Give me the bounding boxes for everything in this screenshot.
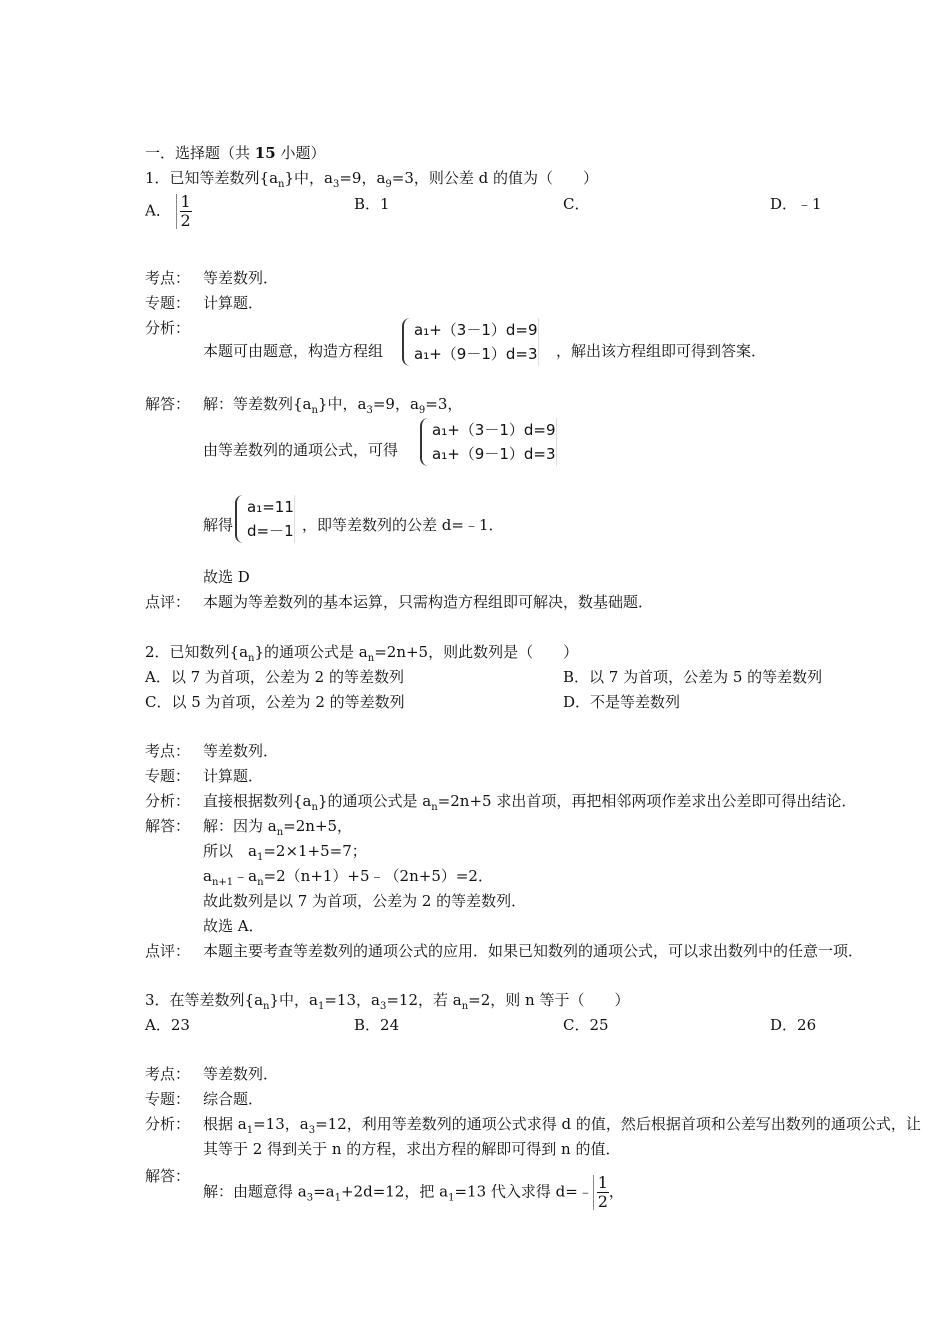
q2-jieda-line1: 解：因为 $a_n=2n+5$，: [203, 817, 353, 838]
q1-kaodian: 等差数列．: [203, 269, 279, 287]
q3-fenxi-line1: 根据 $a_1=13$，$a_3=12$，利用等差数列的通项公式求得 d 的值，然后根据首项和公差写出数列的通项公式，让: [203, 1115, 921, 1136]
q2-option-c: C．以 5 为首项，公差为 2 的等差数列: [145, 693, 405, 711]
q1-fenxi-post: ，解出该方程组即可得到答案．: [556, 342, 767, 360]
q3-option-a: A．23: [145, 1016, 190, 1034]
q1-jieda-line3: 解得: [203, 516, 234, 534]
q2-dianping-label: 点评：: [145, 942, 191, 960]
q2-fenxi-label: 分析：: [145, 792, 191, 810]
solution-system: a₁=11 d=－1: [235, 495, 295, 543]
q3-jieda-line1: 解：由题意得 $a_3=a_1+2d=12$，把 $a_1=13$ 代入求得 d=﹣ $\frac{1}{2}$ ，: [203, 1173, 624, 1211]
q2-jieda-line3: $a_{n+1}﹣a_n=2(n+1)+5﹣(2n+5)=2$．: [203, 867, 493, 888]
q2-kaodian: 等差数列．: [203, 742, 279, 760]
q3-stem: 3．在等差数列$\{a_n\}$中，$a_1=13$，$a_3=12$，若 $a_n=2$，则 n 等于（ ）: [145, 991, 630, 1012]
q2-jieda-line5: 故选 A．: [203, 917, 264, 935]
fraction: $\frac{1}{2}$: [593, 1175, 609, 1210]
q3-jieda-label: 解答：: [145, 1167, 191, 1185]
q1-jieda-line3-post: ，即等差数列的公差 d=﹣1．: [302, 516, 504, 534]
q1-jieda-label: 解答：: [145, 395, 191, 413]
q2-zhuanti-label: 专题：: [145, 767, 191, 785]
fraction: $\frac{1}{2}$: [176, 194, 192, 229]
q3-kaodian: 等差数列．: [203, 1065, 279, 1083]
section-header: 一．选择题（共 15 小题）: [145, 144, 326, 162]
q2-jieda-label: 解答：: [145, 817, 191, 835]
q2-option-a: A．以 7 为首项，公差为 2 的等差数列: [145, 668, 404, 686]
q2-option-b: B．以 7 为首项，公差为 5 的等差数列: [563, 668, 823, 686]
q1-option-a: A． $\frac{1}{2}$: [145, 192, 191, 230]
q3-zhuanti: 综合题．: [203, 1090, 264, 1108]
equation-system: a₁+（3－1）d=9 a₁+（9－1）d=3: [420, 418, 557, 466]
q1-dianping: 本题为等差数列的基本运算，只需构造方程组即可解决，数基础题．: [203, 593, 654, 611]
q1-option-c: C．: [563, 195, 590, 213]
q2-stem: 2．已知数列$\{a_n\}$的通项公式是 $a_n=2n+5$，则此数列是（ ）: [145, 643, 579, 664]
q1-jieda-line1: 解：等差数列$\{a_n\}$中，$a_3=9$，$a_9=3$，: [203, 395, 463, 416]
q1-zhuanti: 计算题．: [203, 294, 264, 312]
q3-option-d: D．26: [770, 1016, 817, 1034]
q2-jieda-line2: 所以 $a_1=2\times 1+5=7$；: [203, 842, 367, 863]
q1-option-d: D．﹣1: [770, 195, 822, 213]
equation-system: a₁+（3－1）d=9 a₁+（9－1）d=3: [402, 318, 539, 366]
q1-option-b: B．1: [354, 195, 390, 213]
q1-jieda-line2: 由等差数列的通项公式，可得: [203, 441, 399, 459]
q3-kaodian-label: 考点：: [145, 1065, 191, 1083]
q1-fenxi-label: 分析：: [145, 319, 191, 337]
q3-fenxi-label: 分析：: [145, 1115, 191, 1133]
q1-zhuanti-label: 专题：: [145, 294, 191, 312]
q1-dianping-label: 点评：: [145, 593, 191, 611]
q1-fenxi-pre: 本题可由题意，构造方程组: [203, 342, 384, 360]
q3-option-b: B．24: [354, 1016, 400, 1034]
q2-kaodian-label: 考点：: [145, 742, 191, 760]
q2-fenxi: 直接根据数列$\{a_n\}$的通项公式是 $a_n=2n+5$ 求出首项，再把相邻两项作差求出公差即可得出结论．: [203, 792, 857, 813]
q2-option-d: D．不是等差数列: [563, 693, 681, 711]
q2-dianping: 本题主要考查等差数列的通项公式的应用．如果已知数列的通项公式，可以求出数列中的任意一项．: [203, 942, 864, 960]
q1-jieda-line4: 故选 D: [203, 568, 250, 586]
q2-zhuanti: 计算题．: [203, 767, 264, 785]
q2-jieda-line4: 故此数列是以 7 为首项，公差为 2 的等差数列．: [203, 892, 527, 910]
q3-option-c: C．25: [563, 1016, 609, 1034]
q1-stem: 1．已知等差数列$\{a_n\}$中，$a_3=9$，$a_9=3$，则公差 d 的值为（ ）: [145, 169, 599, 190]
q1-kaodian-label: 考点：: [145, 269, 191, 287]
q3-fenxi-line2: 其等于 2 得到关于 n 的方程，求出方程的解即可得到 n 的值．: [203, 1140, 621, 1158]
q3-zhuanti-label: 专题：: [145, 1090, 191, 1108]
